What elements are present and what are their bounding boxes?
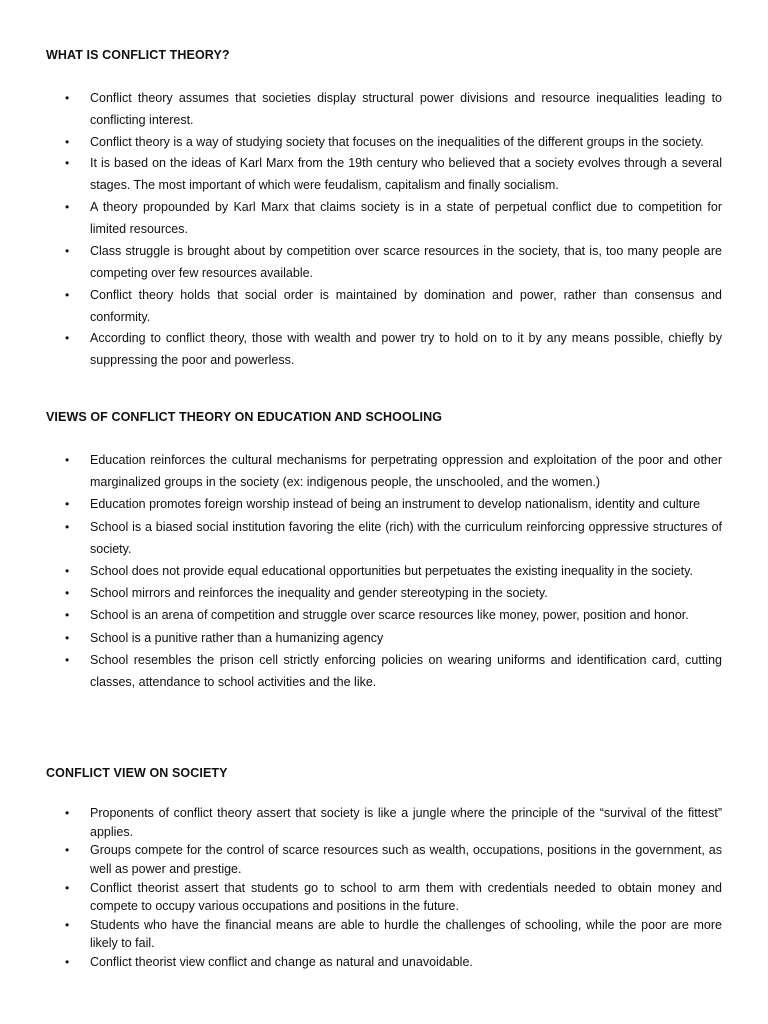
bullet-icon: • bbox=[65, 519, 70, 534]
list-item-text: Conflict theorist view conflict and change as natural and unavoidable. bbox=[90, 955, 473, 970]
list-item-text: School is a punitive rather than a humanizing agency bbox=[90, 630, 384, 645]
list-item bbox=[46, 327, 722, 371]
section-heading: CONFLICT VIEW ON SOCIETY bbox=[46, 766, 228, 780]
list-item-text: Conflict theory is a way of studying society that focuses on the inequalities of the different groups in the society. bbox=[90, 134, 704, 149]
list-item-text: School mirrors and reinforces the inequality and gender stereotyping in the society. bbox=[90, 586, 548, 601]
list-item bbox=[46, 240, 722, 284]
section-heading: VIEWS OF CONFLICT THEORY ON EDUCATION AND SCHOOLING bbox=[46, 410, 443, 424]
list-item-text: School is a biased social institution favoring the elite (rich) with the curriculum reinforcing oppressive structures of society. bbox=[90, 519, 722, 556]
list-item bbox=[46, 284, 722, 328]
list-item bbox=[46, 916, 722, 953]
bullet-icon: • bbox=[65, 331, 70, 346]
bullet-list bbox=[46, 87, 722, 371]
bullet-icon: • bbox=[65, 134, 70, 149]
bullet-icon: • bbox=[65, 917, 70, 932]
list-item bbox=[46, 582, 722, 604]
bullet-list bbox=[46, 449, 722, 693]
list-item-text: A theory propounded by Karl Marx that claims society is in a state of perpetual conflict due to competition for limited resources. bbox=[90, 200, 722, 237]
bullet-icon: • bbox=[65, 880, 70, 895]
list-item-text: Education promotes foreign worship instead of being an instrument to develop nationalism, identity and culture bbox=[90, 497, 701, 512]
list-item-text: Conflict theory assumes that societies display structural power divisions and resource inequalities leading to conflicting interest. bbox=[90, 91, 722, 127]
list-item bbox=[46, 604, 722, 626]
section-conflict-view-on-society bbox=[46, 765, 722, 972]
list-item bbox=[46, 131, 722, 153]
list-item bbox=[46, 87, 722, 131]
list-item bbox=[46, 627, 722, 649]
bullet-icon: • bbox=[65, 497, 70, 512]
bullet-icon: • bbox=[65, 652, 70, 667]
bullet-icon: • bbox=[65, 955, 70, 970]
list-item bbox=[46, 493, 722, 515]
section-what-is-conflict-theory bbox=[46, 47, 722, 371]
list-item bbox=[46, 449, 722, 493]
bullet-icon: • bbox=[65, 200, 70, 215]
bullet-icon: • bbox=[65, 243, 70, 258]
bullet-icon: • bbox=[65, 91, 70, 105]
section-views-on-education bbox=[46, 409, 722, 693]
bullet-icon: • bbox=[65, 806, 70, 820]
bullet-icon: • bbox=[65, 453, 70, 467]
list-item-text: Conflict theorist assert that students go to school to arm them with credentials needed to obtain money and compete to occupy various occupations and positions in the future. bbox=[90, 880, 722, 914]
bullet-icon: • bbox=[65, 586, 70, 601]
list-item bbox=[46, 841, 722, 878]
list-item bbox=[46, 879, 722, 916]
bullet-icon: • bbox=[65, 630, 70, 645]
list-item-text: School resembles the prison cell strictly enforcing policies on wearing uniforms and identification card, cutting classes, attendance to school activities and the like. bbox=[90, 652, 722, 690]
list-item-text: It is based on the ideas of Karl Marx from the 19th century who believed that a society evolves through a several stages. The most important of which were feudalism, capitalism and finally socialism. bbox=[90, 156, 722, 193]
list-item-text: School is an arena of competition and struggle over scarce resources like money, power, position and honor. bbox=[90, 608, 689, 623]
list-item-text: Groups compete for the control of scarce resources such as wealth, occupations, positions in the government, as well as power and prestige. bbox=[90, 843, 722, 876]
bullet-icon: • bbox=[65, 564, 70, 579]
list-item bbox=[46, 560, 722, 582]
list-item bbox=[46, 649, 722, 693]
bullet-icon: • bbox=[65, 156, 70, 171]
list-item-text: Education reinforces the cultural mechanisms for perpetrating oppression and exploitation of the poor and other marginalized groups in the society (ex: indigenous people, the unschooled, and the women.) bbox=[90, 453, 722, 490]
list-item-text: Proponents of conflict theory assert that society is like a jungle where the principle of the “survival of the fittest” applies. bbox=[90, 806, 722, 839]
list-item bbox=[46, 804, 722, 841]
bullet-icon: • bbox=[65, 608, 70, 623]
list-item-text: Conflict theory holds that social order is maintained by domination and power, rather than consensus and conformity. bbox=[90, 287, 722, 324]
list-item-text: According to conflict theory, those with wealth and power try to hold on to it by any means possible, chiefly by suppressing the poor and powerless. bbox=[90, 331, 722, 368]
list-item bbox=[46, 196, 722, 240]
list-item bbox=[46, 516, 722, 560]
bullet-icon: • bbox=[65, 287, 70, 302]
bullet-list bbox=[46, 804, 722, 972]
list-item-text: School does not provide equal educational opportunities but perpetuates the existing inequality in the society. bbox=[90, 564, 693, 579]
list-item-text: Class struggle is brought about by competition over scarce resources in the society, that is, too many people are competing over few resources available. bbox=[90, 243, 722, 280]
list-item-text: Students who have the financial means are able to hurdle the challenges of schooling, while the poor are more likely to fail. bbox=[90, 917, 722, 951]
list-item bbox=[46, 152, 722, 196]
list-item bbox=[46, 953, 722, 972]
bullet-icon: • bbox=[65, 843, 70, 858]
section-heading: WHAT IS CONFLICT THEORY? bbox=[46, 48, 230, 62]
